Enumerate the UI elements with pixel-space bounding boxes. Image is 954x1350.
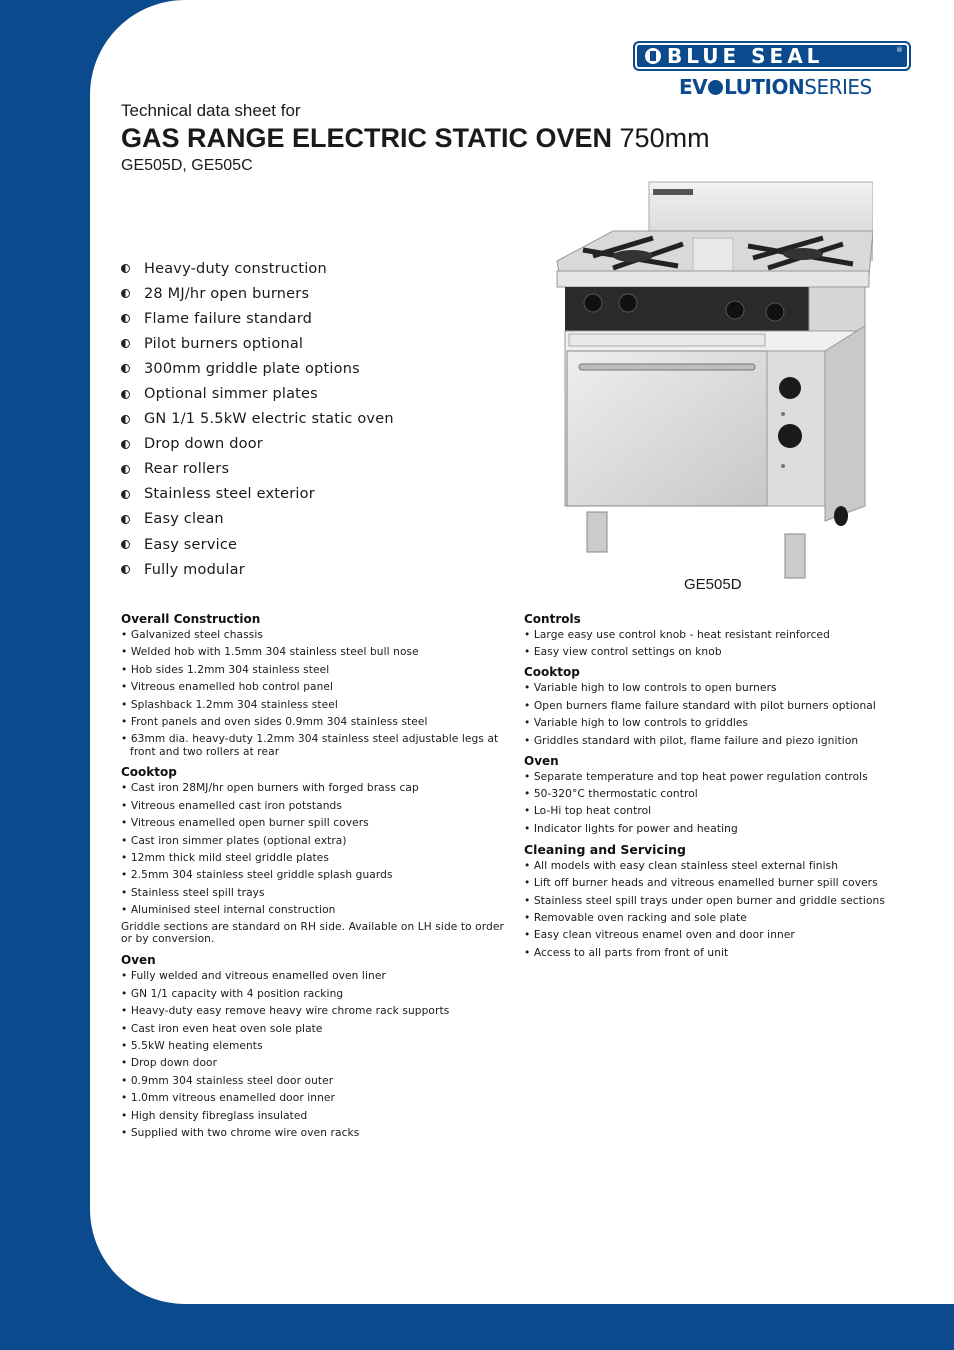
feature-text: GN 1/1 5.5kW electric static oven [144, 411, 394, 428]
spec-item: • All models with easy clean stainless steel external finish [524, 860, 914, 873]
spec-item: • 2.5mm 304 stainless steel griddle splash guards [121, 869, 511, 882]
spec-list [121, 629, 511, 759]
half-circle-bullet-icon [121, 515, 130, 524]
series-part-ev: EV [679, 75, 708, 99]
spec-item: • 0.9mm 304 stainless steel door outer [121, 1075, 511, 1088]
spec-list [524, 682, 914, 747]
spec-item: • Aluminised steel internal construction [121, 904, 511, 917]
section-oven-controls [524, 754, 914, 836]
feature-text: Easy clean [144, 511, 224, 528]
spec-item: • Easy clean vitreous enamel oven and door inner [524, 929, 914, 942]
spec-item: • 12mm thick mild steel griddle plates [121, 852, 511, 865]
half-circle-bullet-icon [121, 490, 130, 499]
section-heading: Cleaning and Servicing [524, 841, 687, 857]
section-heading: Cooktop [121, 765, 177, 780]
spec-item: • 5.5kW heating elements [121, 1040, 511, 1053]
spec-item: • Vitreous enamelled hob control panel [121, 681, 511, 694]
feature-item [121, 407, 394, 432]
model-numbers: GE505D, GE505C [121, 157, 253, 174]
spec-list [524, 860, 914, 960]
spec-item: • 63mm dia. heavy-duty 1.2mm 304 stainless steel adjustable legs at front and two rollers at rear [121, 733, 511, 759]
spec-item: • Vitreous enamelled open burner spill covers [121, 817, 511, 830]
section-cooktop-construction [121, 765, 511, 945]
half-circle-bullet-icon [121, 440, 130, 449]
feature-text: Easy service [144, 536, 238, 553]
section-cleaning-servicing [524, 842, 914, 960]
spec-item: • Griddles standard with pilot, flame failure and piezo ignition [524, 735, 914, 748]
series-part-lution: LUTION [724, 75, 805, 99]
section-heading: Oven [121, 953, 156, 968]
section-controls [524, 612, 914, 659]
half-circle-bullet-icon [121, 289, 130, 298]
left-column [121, 612, 511, 1146]
feature-item [121, 557, 394, 582]
spec-item: • Galvanized steel chassis [121, 629, 511, 642]
feature-text: Heavy-duty construction [144, 260, 327, 277]
feature-item [121, 306, 394, 331]
feature-text: Drop down door [144, 436, 263, 453]
spec-item: • Easy view control settings on knob [524, 646, 914, 659]
feature-list [121, 256, 394, 582]
griddle-note: Griddle sections are standard on RH side. Available on LH side to order or by conversion. [121, 921, 504, 946]
feature-item [121, 331, 394, 356]
feature-item [121, 432, 394, 457]
feature-text: 28 MJ/hr open burners [144, 285, 310, 302]
spec-item: • Cast iron 28MJ/hr open burners with forged brass cap [121, 782, 511, 795]
feature-item [121, 507, 394, 532]
feature-text: Fully modular [144, 561, 245, 578]
spec-item: • 1.0mm vitreous enamelled door inner [121, 1092, 511, 1105]
series-name [679, 75, 872, 99]
half-circle-bullet-icon [121, 565, 130, 574]
brand-name: BLUE SEAL [667, 44, 824, 68]
spec-item: • Lift off burner heads and vitreous enamelled burner spill covers [524, 877, 914, 890]
spec-item: • 50-320°C thermostatic control [524, 788, 914, 801]
title-bold: GAS RANGE ELECTRIC STATIC OVEN [121, 123, 613, 153]
feature-item [121, 256, 394, 281]
spec-item: • Cast iron simmer plates (optional extra) [121, 835, 511, 848]
spec-item: • Hob sides 1.2mm 304 stainless steel [121, 664, 511, 677]
spec-item: • Variable high to low controls to open burners [524, 682, 914, 695]
page-title [121, 123, 710, 154]
half-circle-bullet-icon [121, 339, 130, 348]
spec-item: • Large easy use control knob - heat resistant reinforced [524, 629, 914, 642]
spec-list [121, 782, 511, 917]
section-cooktop-controls [524, 665, 914, 747]
spec-item: • Removable oven racking and sole plate [524, 912, 914, 925]
product-caption: GE505D [684, 576, 742, 593]
half-circle-bullet-icon [121, 314, 130, 323]
half-circle-bullet-icon [121, 540, 130, 549]
spec-item: • Welded hob with 1.5mm 304 stainless steel bull nose [121, 646, 511, 659]
spec-item: • Variable high to low controls to griddles [524, 717, 914, 730]
section-heading: Overall Construction [121, 612, 261, 626]
series-o-icon [708, 80, 723, 95]
feature-text: Optional simmer plates [144, 386, 318, 403]
spec-item: • Stainless steel spill trays [121, 887, 511, 900]
product-image [553, 176, 873, 581]
spec-item: • GN 1/1 capacity with 4 position racking [121, 988, 511, 1001]
spec-list [524, 771, 914, 836]
feature-text: Stainless steel exterior [144, 486, 315, 503]
spec-list [524, 629, 914, 659]
half-circle-bullet-icon [121, 415, 130, 424]
half-circle-bullet-icon [121, 264, 130, 273]
spec-item: • High density fibreglass insulated [121, 1110, 511, 1123]
feature-text: Rear rollers [144, 461, 230, 478]
section-heading: Cooktop [524, 665, 580, 680]
spec-item: • Stainless steel spill trays under open burner and griddle sections [524, 895, 914, 908]
brand-dot-icon [645, 48, 661, 64]
half-circle-bullet-icon [121, 364, 130, 373]
spec-item: • Front panels and oven sides 0.9mm 304 stainless steel [121, 716, 511, 729]
feature-text: Flame failure standard [144, 310, 313, 327]
section-heading: Oven [524, 753, 559, 768]
spec-item: • Lo-Hi top heat control [524, 805, 914, 818]
feature-item [121, 482, 394, 507]
feature-item [121, 457, 394, 482]
spec-item: • Separate temperature and top heat power regulation controls [524, 771, 914, 784]
feature-item [121, 356, 394, 381]
right-column [524, 612, 914, 966]
spec-list [121, 970, 511, 1140]
spec-item: • Indicator lights for power and heating [524, 823, 914, 836]
feature-item [121, 281, 394, 306]
series-part-series: SERIES [804, 75, 872, 99]
spec-item: • Vitreous enamelled cast iron potstands [121, 800, 511, 813]
section-oven-construction [121, 953, 511, 1140]
spec-item: • Cast iron even heat oven sole plate [121, 1023, 511, 1036]
section-overall-construction [121, 612, 511, 759]
spec-item: • Splashback 1.2mm 304 stainless steel [121, 699, 511, 712]
brand-badge [633, 41, 911, 71]
title-size: 750mm [612, 123, 710, 153]
half-circle-bullet-icon [121, 465, 130, 474]
spec-item: • Heavy-duty easy remove heavy wire chrome rack supports [121, 1005, 511, 1018]
spec-item: • Access to all parts from front of unit [524, 947, 914, 960]
feature-text: Pilot burners optional [144, 335, 304, 352]
feature-text: 300mm griddle plate options [144, 360, 360, 377]
spec-item: • Supplied with two chrome wire oven racks [121, 1127, 511, 1140]
section-heading: Controls [524, 612, 581, 626]
feature-item [121, 532, 394, 557]
pre-title: Technical data sheet for [121, 101, 301, 120]
half-circle-bullet-icon [121, 390, 130, 399]
brand-registered-mark: ® [896, 46, 903, 54]
spec-item: • Open burners flame failure standard with pilot burners optional [524, 700, 914, 713]
feature-item [121, 381, 394, 406]
spec-item: • Fully welded and vitreous enamelled oven liner [121, 970, 511, 983]
brand-logo [633, 41, 911, 99]
spec-item: • Drop down door [121, 1057, 511, 1070]
